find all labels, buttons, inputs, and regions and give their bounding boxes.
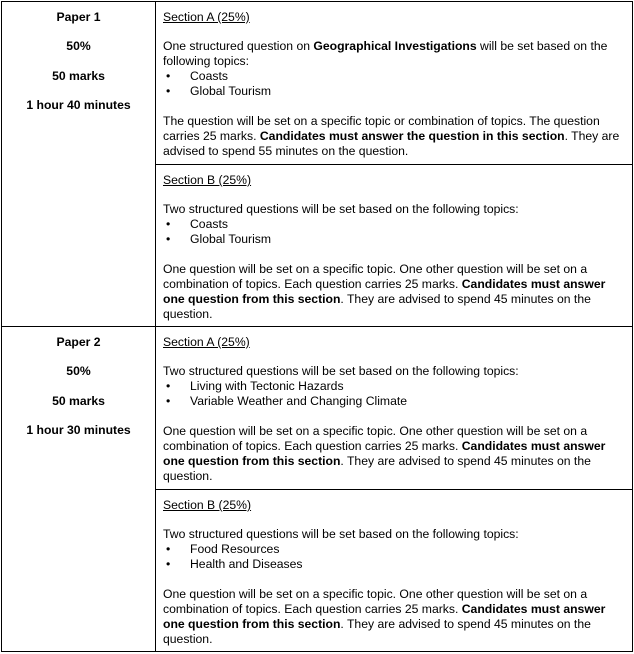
paper-weight: 50% <box>66 364 91 379</box>
topic-list <box>163 217 626 247</box>
topic-item: • Coasts <box>163 217 626 232</box>
topic-list <box>163 542 626 572</box>
paper-marks: 50 marks <box>52 68 105 83</box>
topic-item: • Food Resources <box>163 542 626 557</box>
section-cell <box>156 2 633 165</box>
topic-item: • Coasts <box>163 69 626 84</box>
paper-name: Paper 2 <box>56 335 101 349</box>
exam-format-table <box>1 1 633 652</box>
section-detail: One question will be set on a specific topic. One other question will be set on a combination of topics. Each question carries 25 marks. Candidates must answer one question from this section. They are advised to spend 45 minutes on the question. <box>163 587 606 646</box>
topic-item: • Global Tourism <box>163 84 626 99</box>
section-detail: One question will be set on a specific topic. One other question will be set on a combination of topics. Each question carries 25 marks. Candidates must answer one question from this section. They are advised to spend 45 minutes on the question. <box>163 262 606 321</box>
section-intro: One structured question on Geographical Investigations will be set based on the following topics: <box>163 39 608 68</box>
section-cell <box>156 490 633 652</box>
paper-2-info-cell <box>2 327 156 652</box>
paper-weight: 50% <box>66 39 91 54</box>
topic-item: • Variable Weather and Changing Climate <box>163 394 626 409</box>
section-detail: One question will be set on a specific topic. One other question will be set on a combination of topics. Each question carries 25 marks. Candidates must answer one question from this section. They are advised to spend 45 minutes on the question. <box>163 424 606 483</box>
section-title: Section A (25%) <box>163 10 250 24</box>
topic-item: • Living with Tectonic Hazards <box>163 379 626 394</box>
section-intro: Two structured questions will be set based on the following topics: <box>163 364 519 378</box>
section-cell <box>156 327 633 490</box>
section-intro: Two structured questions will be set based on the following topics: <box>163 202 519 216</box>
paper-name: Paper 1 <box>56 10 101 24</box>
section-title: Section A (25%) <box>163 335 250 349</box>
topic-item: • Health and Diseases <box>163 557 626 572</box>
section-title: Section B (25%) <box>163 498 252 512</box>
section-title: Section B (25%) <box>163 173 252 187</box>
paper-1-section-a-row <box>2 2 633 165</box>
paper-duration: 1 hour 40 minutes <box>26 98 131 113</box>
paper-marks: 50 marks <box>52 393 105 408</box>
topic-list <box>163 379 626 409</box>
paper-1-info-cell <box>2 2 156 327</box>
paper-2-section-a-row <box>2 327 633 490</box>
section-cell <box>156 165 633 327</box>
topic-list <box>163 69 626 99</box>
section-detail: The question will be set on a specific topic or combination of topics. The question carries 25 marks. Candidates must answer the question in this section. They are advised to spend 55 minutes on the question. <box>163 114 620 158</box>
topic-item: • Global Tourism <box>163 232 626 247</box>
paper-duration: 1 hour 30 minutes <box>26 423 131 438</box>
section-intro: Two structured questions will be set based on the following topics: <box>163 527 519 541</box>
